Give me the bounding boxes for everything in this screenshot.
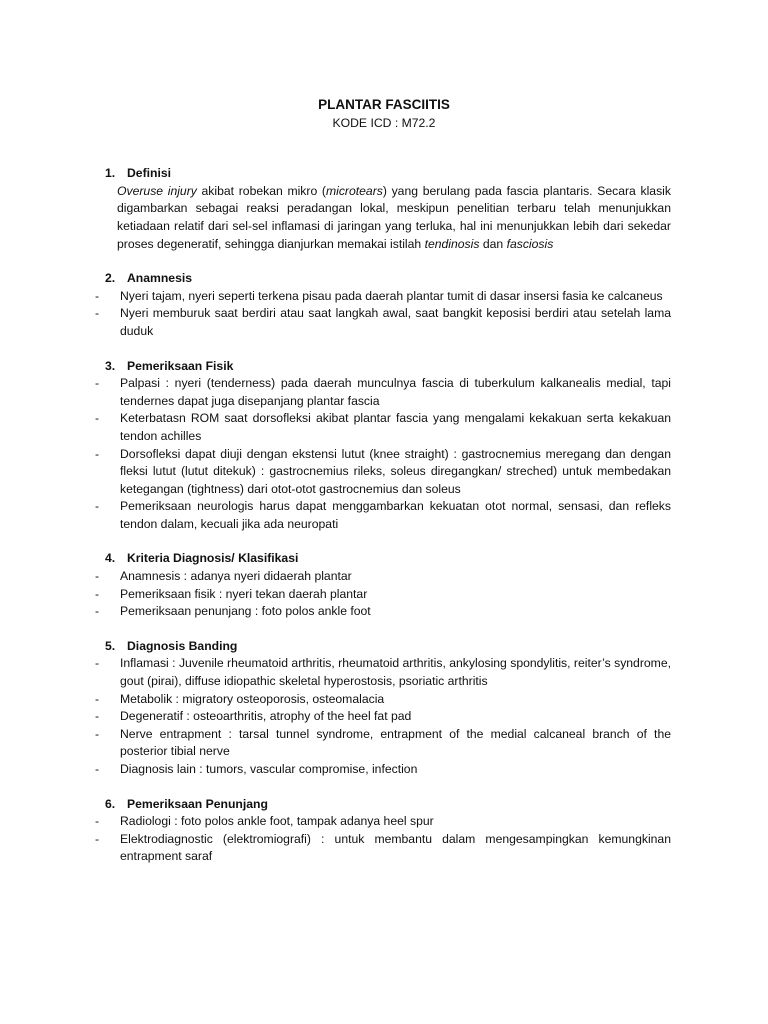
list-item-text: Metabolik : migratory osteoporosis, osteomalacia xyxy=(120,691,385,706)
italic-term: tendinosis xyxy=(424,236,480,251)
section-heading xyxy=(105,358,671,376)
italic-term: Overuse injury xyxy=(117,183,197,198)
italic-term: microtears xyxy=(325,183,383,198)
list-item xyxy=(95,726,671,761)
list-item-text: Anamnesis : adanya nyeri didaerah plantar xyxy=(120,569,352,584)
section-heading-text: Pemeriksaan Fisik xyxy=(127,358,234,373)
section-2 xyxy=(95,270,671,340)
dash-bullet: - xyxy=(95,691,100,706)
list-item xyxy=(95,831,671,866)
dash-bullet: - xyxy=(95,762,100,776)
document-title: PLANTAR FASCIITIS xyxy=(318,97,450,112)
list-item-text: Keterbatasn ROM saat dorsofleksi akibat plantar fascia yang mengalami kekakuan serta kekakuan tendon achilles xyxy=(120,411,671,443)
dash-bullet: - xyxy=(95,306,100,321)
list-item xyxy=(95,691,671,709)
section-4 xyxy=(95,550,671,620)
definition-paragraph xyxy=(117,183,671,253)
sections-container xyxy=(95,165,671,866)
list-item-text: Pemeriksaan neurologis harus dapat menggambarkan kekuatan otot normal, sensasi, dan refleks tendon dalam, kecuali jika ada neuropati xyxy=(120,499,671,531)
section-heading xyxy=(105,270,671,288)
section-number: 2. xyxy=(105,271,116,286)
section-heading xyxy=(105,638,671,656)
list-item-text: Nerve entrapment : tarsal tunnel syndrome, entrapment of the medial calcaneal branch of the posterior tibial nerve xyxy=(120,726,671,759)
list-item xyxy=(95,288,671,306)
list-item-text: Nyeri tajam, nyeri seperti terkena pisau pada daerah plantar tumit di dasar insersi fasia ke calcaneus xyxy=(120,288,663,303)
section-number: 5. xyxy=(105,638,116,653)
paragraph-text: akibat robekan mikro ( xyxy=(196,183,326,198)
section-1 xyxy=(105,165,671,253)
paragraph-text: dan xyxy=(479,236,507,251)
list-item xyxy=(95,305,671,340)
section-5 xyxy=(95,638,671,779)
paragraph-text: ) yang berulang pada fascia plantaris. Secara klasik digambarkan sebagai reaksi peradangan lokal, meskipun penelitian terbaru telah menunjukkan ketiadaan relatif dari sel-sel inflamasi di jaringan yang terluka, hal ini menunjukkan lebih dari sekedar proses degeneratif, sehingga dianjurkan memakai istilah xyxy=(117,183,671,251)
section-heading xyxy=(105,796,671,814)
section-heading-text: Anamnesis xyxy=(127,271,193,286)
list-item-text: Pemeriksaan penunjang : foto polos ankle foot xyxy=(120,604,371,619)
list-item xyxy=(95,586,671,604)
section-number: 1. xyxy=(105,166,116,181)
section-heading-text: Kriteria Diagnosis/ Klasifikasi xyxy=(127,551,299,566)
dash-bullet: - xyxy=(95,446,100,461)
section-heading xyxy=(105,550,671,568)
list-item-text: Radiologi : foto polos ankle foot, tampak adanya heel spur xyxy=(120,814,434,829)
list-item xyxy=(95,708,671,726)
list-item-text: Dorsofleksi dapat diuji dengan ekstensi lutut (knee straight) : gastrocnemius meregang dan dengan fleksi lutut (lutut ditekuk) : gastrocnemius rileks, soleus diregangkan/ streched) untuk membedakan ketegangan (tightness) dari otot-otot gastrocnemius dan soleus xyxy=(120,446,671,496)
list-item xyxy=(95,761,671,779)
dash-bullet: - xyxy=(95,814,100,829)
dash-bullet: - xyxy=(95,586,100,601)
bullet-list xyxy=(95,288,671,341)
list-item xyxy=(95,568,671,586)
dash-bullet: - xyxy=(95,656,100,671)
dash-bullet: - xyxy=(95,411,100,426)
dash-bullet: - xyxy=(95,831,100,846)
dash-bullet: - xyxy=(95,499,100,514)
section-3 xyxy=(95,358,671,534)
section-heading xyxy=(105,165,671,183)
italic-term: fasciosis xyxy=(506,236,554,251)
list-item xyxy=(95,655,671,690)
section-6 xyxy=(95,796,671,866)
list-item-text: Nyeri memburuk saat berdiri atau saat langkah awal, saat bangkit keposisi berdiri atau setelah lama duduk xyxy=(120,306,671,338)
list-item-text: Pemeriksaan fisik : nyeri tekan daerah plantar xyxy=(120,586,368,601)
list-item-text: Diagnosis lain : tumors, vascular compromise, infection xyxy=(120,762,418,776)
section-heading-text: Definisi xyxy=(127,166,172,181)
bullet-list xyxy=(95,655,671,778)
dash-bullet: - xyxy=(95,604,100,619)
list-item-text: Inflamasi : Juvenile rheumatoid arthritis, rheumatoid arthritis, ankylosing spondylitis, reiter’s syndrome, gout (pirai), diffuse idiopathic skeletal hyperostosis, psoriatic arthritis xyxy=(120,656,671,689)
section-number: 3. xyxy=(105,358,116,373)
bullet-list xyxy=(95,375,671,533)
dash-bullet: - xyxy=(95,709,100,724)
list-item xyxy=(95,603,671,621)
bullet-list xyxy=(95,568,671,621)
dash-bullet: - xyxy=(95,376,100,391)
section-heading-text: Diagnosis Banding xyxy=(127,638,238,653)
section-number: 6. xyxy=(105,796,116,811)
section-heading-text: Pemeriksaan Penunjang xyxy=(127,796,268,811)
dash-bullet: - xyxy=(95,288,100,303)
list-item-text: Elektrodiagnostic (elektromiografi) : untuk membantu dalam mengesampingkan kemungkinan entrapment saraf xyxy=(120,831,671,864)
list-item-text: Degeneratif : osteoarthritis, atrophy of the heel fat pad xyxy=(120,709,412,724)
dash-bullet: - xyxy=(95,569,100,584)
list-item xyxy=(95,446,671,499)
list-item xyxy=(95,498,671,533)
list-item xyxy=(95,410,671,445)
dash-bullet: - xyxy=(95,726,100,741)
list-item-text: Palpasi : nyeri (tenderness) pada daerah munculnya fascia di tuberkulum kalkanealis medial, tapi tendernes dapat juga disepanjang plantar fascia xyxy=(120,376,671,408)
icd-code: KODE ICD : M72.2 xyxy=(332,115,436,130)
list-item xyxy=(95,813,671,831)
document-body xyxy=(95,96,671,883)
list-item xyxy=(95,375,671,410)
bullet-list xyxy=(95,813,671,866)
section-number: 4. xyxy=(105,551,116,566)
